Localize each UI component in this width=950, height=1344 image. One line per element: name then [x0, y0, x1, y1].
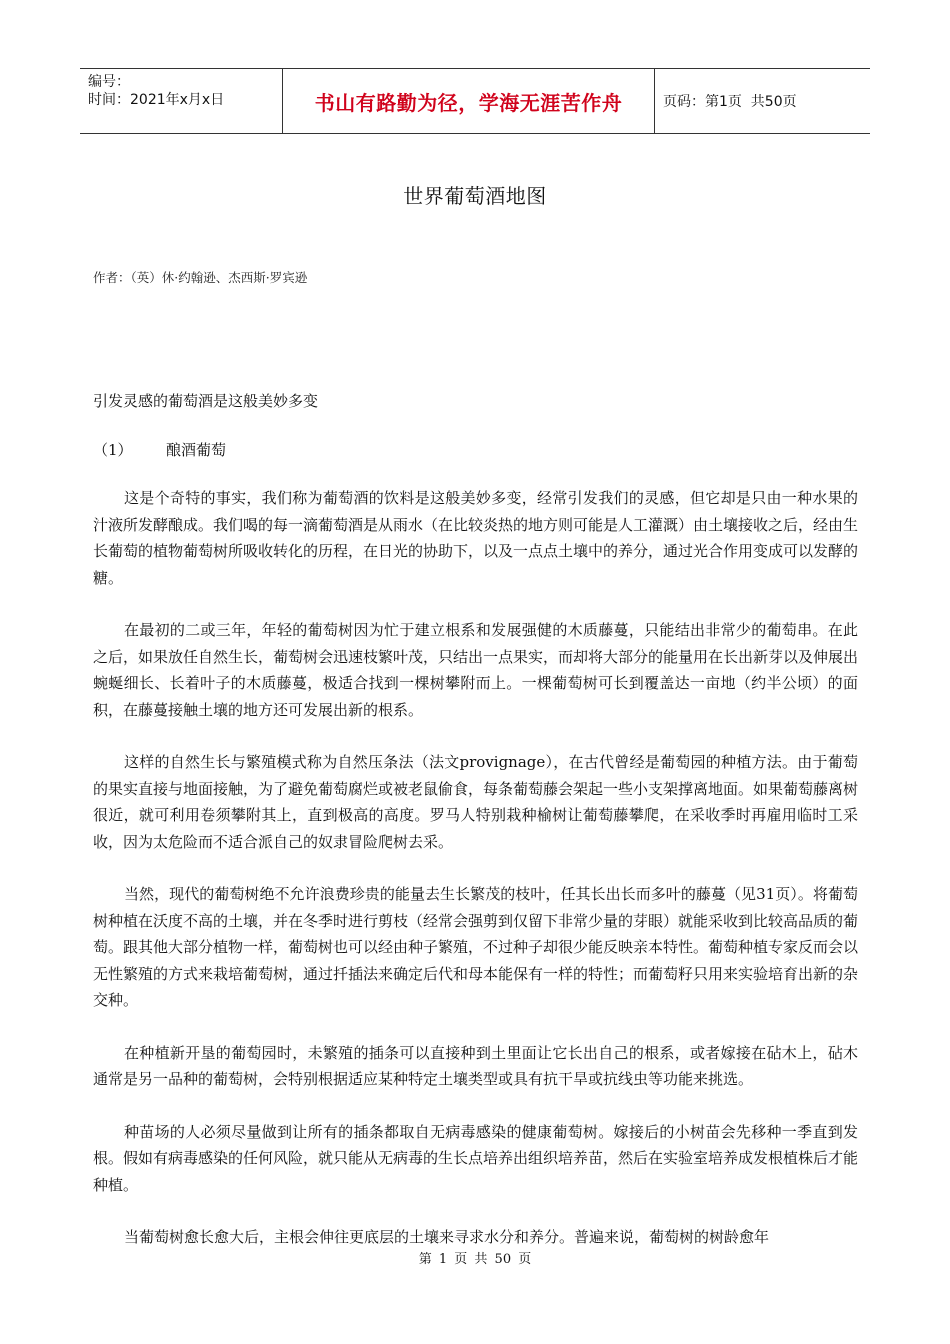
document-title: 世界葡萄酒地图 — [403, 184, 547, 208]
header-motto: 书山有路勤为径，学海无涯苦作舟 — [282, 69, 655, 133]
page-footer: 第 1 页 共 50 页 — [418, 1252, 532, 1267]
paragraph: 当然，现代的葡萄树绝不允许浪费珍贵的能量去生长繁茂的枝叶，任其长出长而多叶的藤蔓（见31页）。将葡萄树种植在沃度不高的土壤，并在冬季时进行剪枝（经常会强剪到仅留下非常少量的芽眼）就能采收到比较高品质的葡萄。跟其他大部分植物一样，葡萄树也可以经由种子繁殖，不过种子却很少能反映亲本特性。葡萄种植专家反而会以无性繁殖的方式来栽培葡萄树，通过扦插法来确定后代和母本能保有一样的特性；而葡萄籽只用来实验培育出新的杂交种。 — [93, 885, 859, 1009]
header-info — [80, 69, 282, 133]
paragraph: 在种植新开垦的葡萄园时，未繁殖的插条可以直接种到土里面让它长出自己的根系，或者嫁接在砧木上，砧木通常是另一品种的葡萄树，会特别根据适应某种特定土壤类型或具有抗干旱或抗线虫等功能来挑选。 — [93, 1043, 858, 1088]
document-date-label: 时间：2021年x月x日 — [88, 92, 225, 108]
paragraph: 这样的自然生长与繁殖模式称为自然压条法（法文provignage），在古代曾经是葡萄园的种植方法。由于葡萄的果实直接与地面接触，为了避免葡萄腐烂或被老鼠偷食，每条葡萄藤会架起一些小支架撑离地面。如果葡萄藤离树很近，就可利用卷须攀附其上，直到极高的高度。罗马人特别栽种榆树让葡萄藤攀爬，在采收季时再雇用临时工采收，因为太危险而不适合派自己的奴隶冒险爬树去采。 — [93, 753, 859, 851]
document-number-label: 编号： — [88, 74, 130, 90]
document-author: 作者：（英）休·约翰逊、杰西斯·罗宾逊 — [93, 270, 308, 285]
page-header — [80, 68, 870, 134]
section-title: 酿酒葡萄 — [166, 441, 227, 459]
section-number: （1） — [93, 441, 133, 459]
document-body — [93, 485, 858, 1277]
header-page-label: 页码：第1页 共50页 — [663, 94, 797, 110]
paragraph: 这是个奇特的事实，我们称为葡萄酒的饮料是这般美妙多变，经常引发我们的灵感，但它却是只由一种水果的汁液所发酵酿成。我们喝的每一滴葡萄酒是从雨水（在比较炎热的地方则可能是人工灌溉）由土壤接收之后，经由生长葡萄的植物葡萄树所吸收转化的历程，在日光的协助下，以及一点点土壤中的养分，通过光合作用变成可以发酵的糖。 — [93, 489, 859, 587]
paragraph: 当葡萄树愈长愈大后，主根会伸往更底层的土壤来寻求水分和养分。普遍来说，葡萄树的树龄愈年 — [124, 1228, 770, 1246]
paragraph: 在最初的二或三年，年轻的葡萄树因为忙于建立根系和发展强健的木质藤蔓，只能结出非常少的葡萄串。在此之后，如果放任自然生长，葡萄树会迅速枝繁叶茂，只结出一点果实，而却将大部分的能量用在长出新芽以及伸展出蜿蜒细长、长着叶子的木质藤蔓，极适合找到一棵树攀附而上。一棵葡萄树可长到覆盖达一亩地（约半公顷）的面积，在藤蔓接触土壤的地方还可发展出新的根系。 — [93, 621, 859, 719]
paragraph: 种苗场的人必须尽量做到让所有的插条都取自无病毒感染的健康葡萄树。嫁接后的小树苗会先移种一季直到发根。假如有病毒感染的任何风险，就只能从无病毒的生长点培养出组织培养苗，然后在实验室培养成发根植株后才能种植。 — [93, 1122, 859, 1194]
section-heading — [93, 439, 226, 460]
header-page-info — [655, 69, 870, 133]
document-subtitle: 引发灵感的葡萄酒是这般美妙多变 — [93, 392, 319, 410]
